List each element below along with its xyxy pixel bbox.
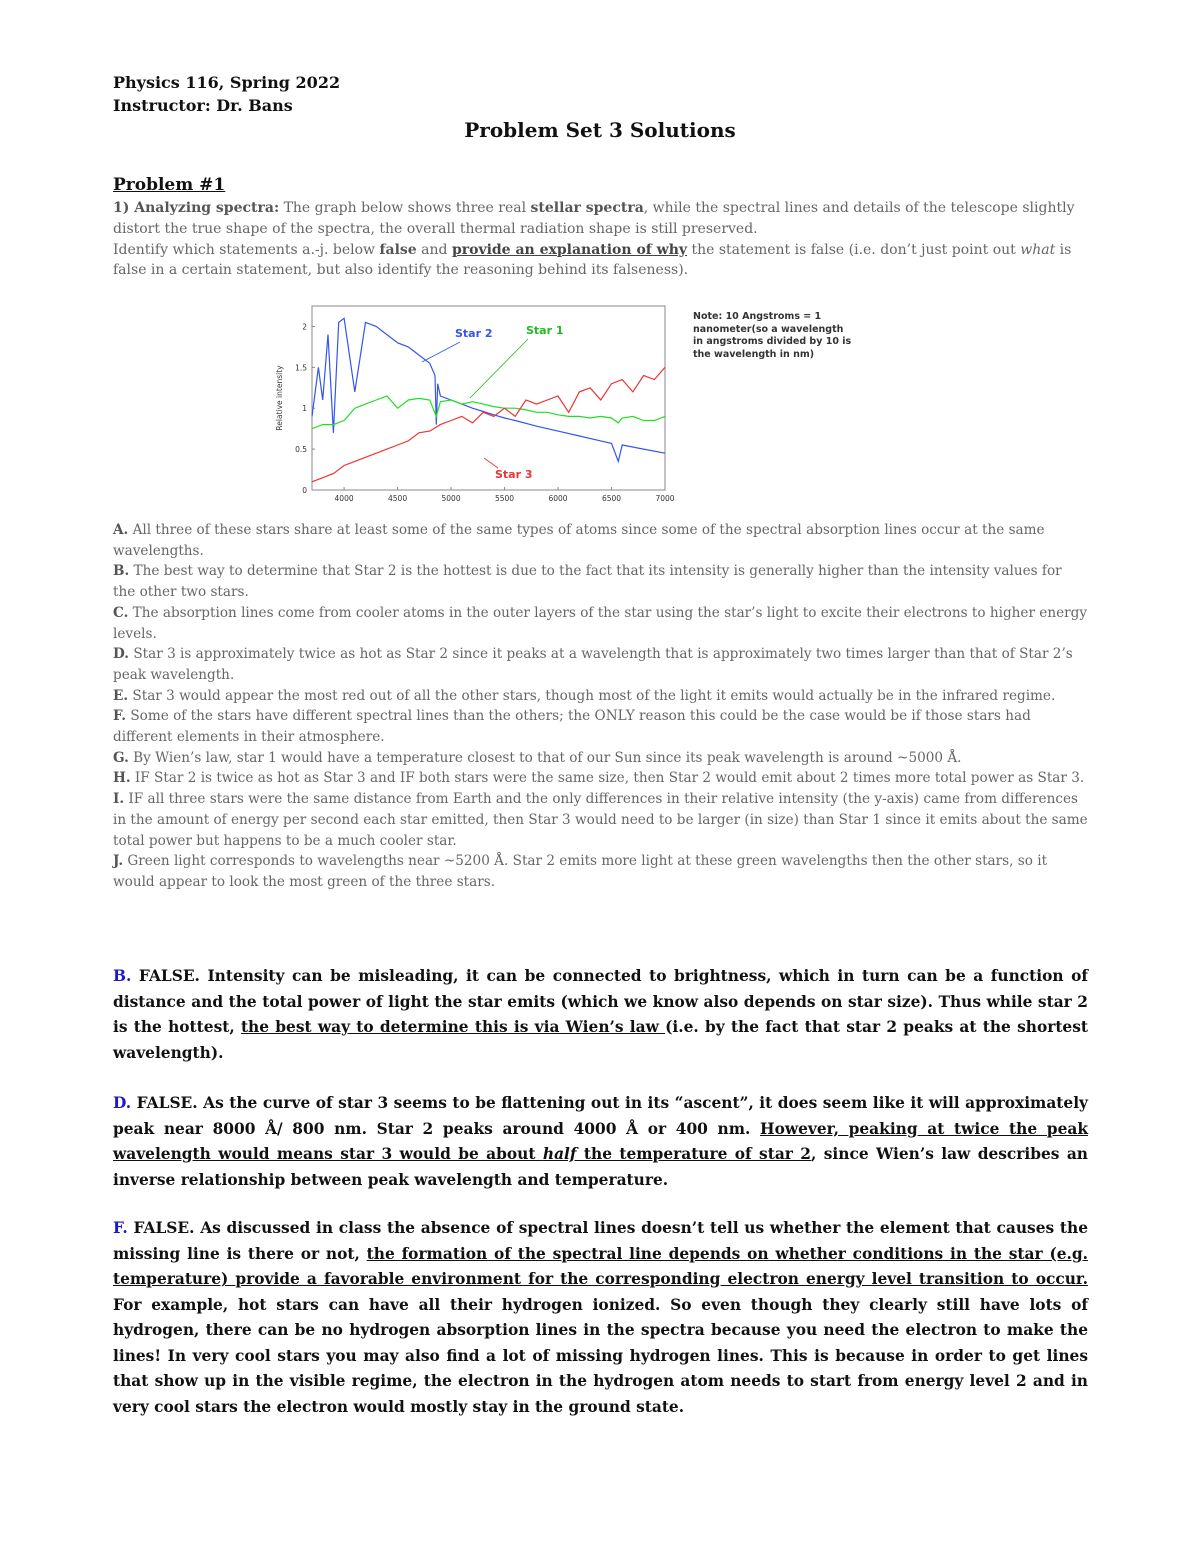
statement-item [113, 706, 1088, 747]
statement-item [113, 603, 1088, 644]
x-tick-label: 7000 [655, 494, 675, 503]
statement-item [113, 520, 1088, 561]
statement-letter: I. [113, 791, 125, 808]
statement-letter: A. [113, 522, 129, 538]
statement-item [113, 768, 1088, 789]
statement-letter: G. [113, 749, 129, 766]
angstrom-note: Note: 10 Angstroms = 1 nanometer(so a wavelength in angstroms divided by 10 is the wavelength in nm) [693, 311, 852, 360]
statement-text: The best way to determine that Star 2 is the hottest is due to the fact that its intensity is generally higher than the intensity values for the other two stars. [113, 563, 1062, 601]
statement-text: Star 3 would appear the most red out of all the other stars, though most of the light it emits would actually be in the infrared regime. [128, 687, 1056, 704]
x-tick-label: 6500 [601, 494, 622, 503]
intro-paragraph-2: Identify which statements a.-j. below false and provide an explanation of why the statement is false (i.e. don’t just point out what is false in a certain statement, but also identify the reasoning behind its falseness). [113, 241, 1072, 279]
y-tick-label: 2 [302, 322, 307, 332]
statement-item [113, 789, 1088, 851]
problem-heading: Problem #1 [113, 175, 226, 195]
answer-f: F. FALSE. As discussed in class the absence of spectral lines doesn’t tell us whether the element that causes the missing line is there or not, the formation of the spectral line depends on whether conditions in the star (e.g. temperature) provide a favorable environment for the corresponding electron energy level transition to occur. For example, hot stars can have all their hydrogen ionized. So even though they clearly still have lots of hydrogen, there can be no hydrogen absorption lines in the spectra because you need the electron to make the lines! In very cool stars you may also find a lot of missing hydrogen lines. This is because in order to get lines that show up in the visible regime, the electron in the hydrogen atom needs to start from energy level 2 and in very cool stars the electron would mostly stay in the ground state. [113, 1219, 1088, 1416]
spectra-chart-svg [270, 298, 680, 513]
statement-item [113, 748, 1088, 769]
x-tick-label: 4000 [334, 494, 354, 503]
answer-b: B. FALSE. Intensity can be misleading, it can be connected to brightness, which in turn can be a function of distance and the total power of light the star emits (which we know also depends on star size). Thus while star 2 is the hottest, the best way to determine this is via Wien’s law (i.e. by the fact that star 2 peaks at the shortest wavelength). [113, 967, 1088, 1062]
statement-text: Some of the stars have different spectral lines than the others; the ONLY reason this could be the case would be if those stars had different elements in their atmosphere. [113, 708, 1031, 746]
statement-text: IF all three stars were the same distance from Earth and the only differences in their relative intensity (the y-axis) came from differences in the amount of energy per second each star emitted, then Star 3 would need to be larger (in size) than Star 1 since it emits about the same total power but happens to be a much cooler star. [113, 791, 1088, 849]
series-annotation: Star 1 [526, 324, 564, 337]
statement-text: Star 3 is approximately twice as hot as Star 2 since it peaks at a wavelength that is approximately two times larger than that of Star 2’s peak wavelength. [113, 646, 1073, 683]
statement-letter: J. [113, 853, 124, 870]
statement-letter: B. [113, 563, 130, 580]
statement-letter: F. [113, 708, 127, 725]
problem-intro [113, 198, 1093, 281]
intro-paragraph-1: 1) Analyzing spectra: The graph below shows three real stellar spectra, while the spectral lines and details of the telescope slightly distort the true shape of the spectra, the overall thermal radiation shape is still preserved. [113, 200, 1075, 237]
spectra-chart [270, 298, 680, 513]
series-annotation: Star 2 [455, 327, 493, 340]
instructor-header: Instructor: Dr. Bans [113, 96, 293, 115]
statement-text: All three of these stars share at least some of the same types of atoms since some of the spectral absorption lines occur at the same wavelengths. [113, 522, 1045, 559]
series-annotation: Star 3 [495, 468, 533, 481]
statement-text: IF Star 2 is twice as hot as Star 3 and IF both stars were the same size, then Star 2 would emit about 2 times more total power as Star 3. [130, 770, 1085, 787]
statement-text: By Wien’s law, star 1 would have a temperature closest to that of our Sun since its peak wavelength is around ~5000 Å. [128, 749, 962, 766]
answer-d: D. FALSE. As the curve of star 3 seems to be flattening out in its “ascent”, it does seem like it will approximately peak near 8000 Å/ 800 nm. Star 2 peaks around 4000 Å or 400 nm. However, peaking at twice the peak wavelength would means star 3 would be about half the temperature of star 2, since Wien’s law describes an inverse relationship between peak wavelength and temperature. [113, 1094, 1089, 1189]
statements-list [113, 520, 1088, 893]
statement-text: The absorption lines come from cooler atoms in the outer layers of the star using the star’s light to excite their electrons to higher energy levels. [113, 604, 1087, 642]
statement-item [113, 851, 1088, 892]
statement-item [113, 561, 1088, 602]
y-tick-label: 0.5 [295, 445, 307, 455]
statement-item [113, 686, 1088, 707]
statement-letter: C. [113, 604, 129, 621]
statement-item [113, 644, 1088, 685]
statement-letter: E. [113, 687, 129, 704]
page-title: Problem Set 3 Solutions [464, 118, 736, 142]
x-tick-label: 4500 [388, 494, 408, 503]
y-axis-label: Relative intensity [275, 365, 284, 431]
y-tick-label: 1.5 [295, 363, 307, 373]
course-header: Physics 116, Spring 2022 [113, 73, 341, 92]
statement-letter: H. [113, 770, 131, 787]
x-tick-label: 6000 [548, 494, 568, 503]
x-tick-label: 5500 [494, 494, 515, 503]
y-tick-label: 0 [302, 486, 307, 495]
x-tick-label: 5000 [441, 494, 461, 503]
y-tick-label: 1 [302, 404, 307, 414]
statement-letter: D. [113, 646, 130, 663]
statement-text: Green light corresponds to wavelengths near ~5200 Å. Star 2 emits more light at these green wavelengths then the other stars, so it would appear to look the most green of the three stars. [113, 853, 1048, 890]
